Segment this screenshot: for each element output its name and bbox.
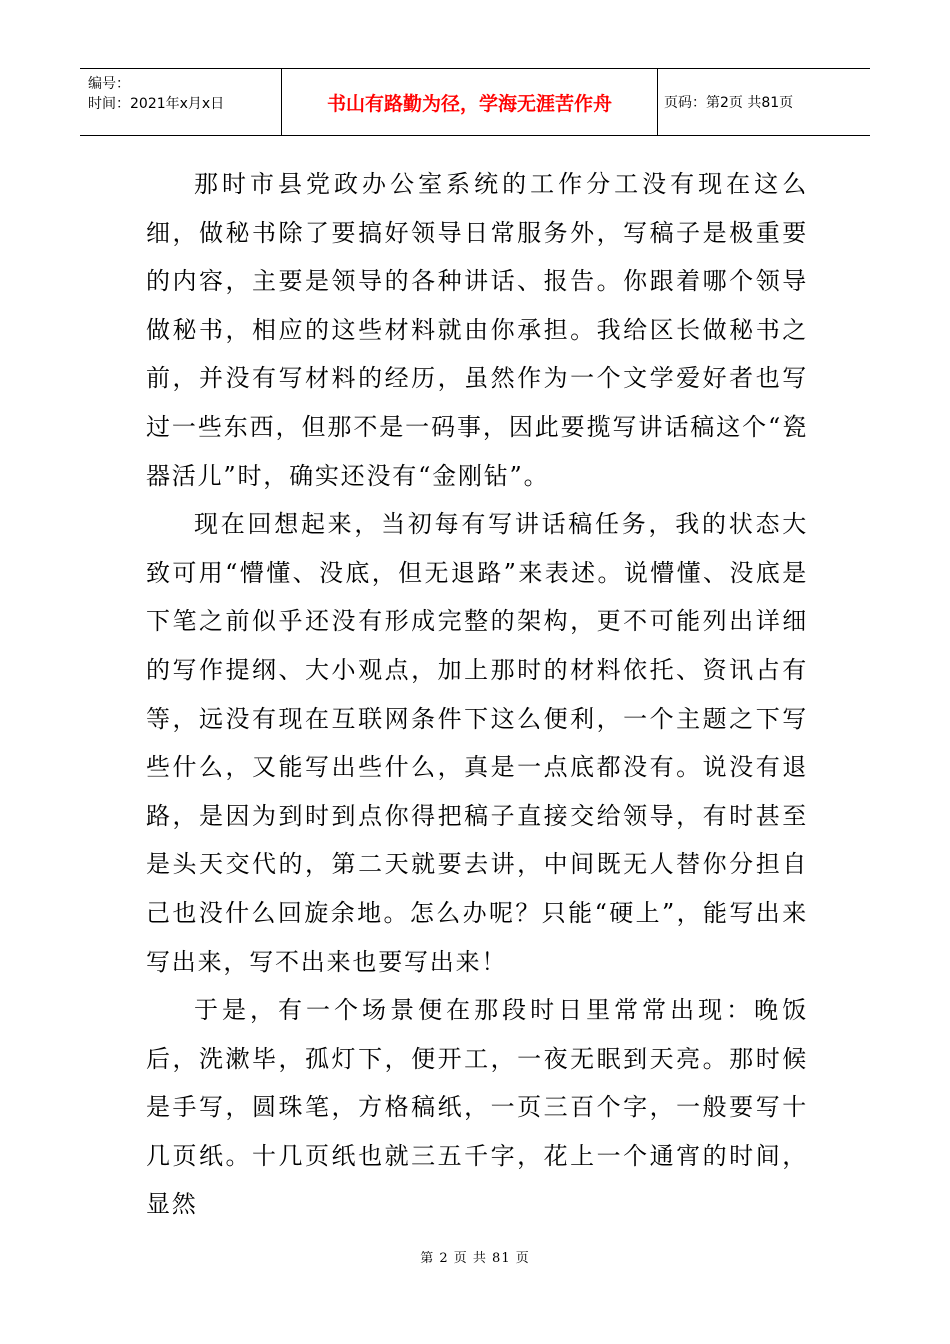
body-paragraph: 于是，有一个场景便在那段时日里常常出现：晚饭后，洗漱毕，孤灯下，便开工，一夜无眠到天亮。那时候是手写，圆珠笔，方格稿纸，一页三百个字，一般要写十几页纸。十几页纸也就三五千字，花上一个通宵的时间，显然 <box>146 996 808 1219</box>
page-footer: 第 2 页 共 81 页 <box>420 1251 530 1266</box>
body-paragraph: 现在回想起来，当初每有写讲话稿任务，我的状态大致可用“懵懂、没底，但无退路”来表述。说懵懂、没底是下笔之前似乎还没有形成完整的架构，更不可能列出详细的写作提纲、大小观点，加上那时的材料依托、资讯占有等，远没有现在互联网条件下这么便利，一个主题之下写些什么，又能写出些什么，真是一点底都没有。说没有退路，是因为到时到点你得把稿子直接交给领导，有时甚至是头天交代的，第二天就要去讲，中间既无人替你分担自己也没什么回旋余地。怎么办呢？只能“硬上”，能写出来写出来，写不出来也要写出来！ <box>146 510 808 976</box>
document-time-label: 时间：2021年x月x日 <box>88 96 225 112</box>
header-page-info: 页码：第2页 共81页 <box>664 95 794 111</box>
document-number-label: 编号： <box>88 76 130 92</box>
document-body <box>146 160 808 1229</box>
document-header <box>80 68 870 136</box>
body-paragraph: 那时市县党政办公室系统的工作分工没有现在这么细，做秘书除了要搞好领导日常服务外，写稿子是极重要的内容，主要是领导的各种讲话、报告。你跟着哪个领导做秘书，相应的这些材料就由你承担。我给区长做秘书之前，并没有写材料的经历，虽然作为一个文学爱好者也写过一些东西，但那不是一码事，因此要揽写讲话稿这个“瓷器活儿”时，确实还没有“金刚钻”。 <box>146 170 808 490</box>
header-motto: 书山有路勤为径，学海无涯苦作舟 <box>282 69 658 135</box>
header-meta <box>80 69 282 135</box>
